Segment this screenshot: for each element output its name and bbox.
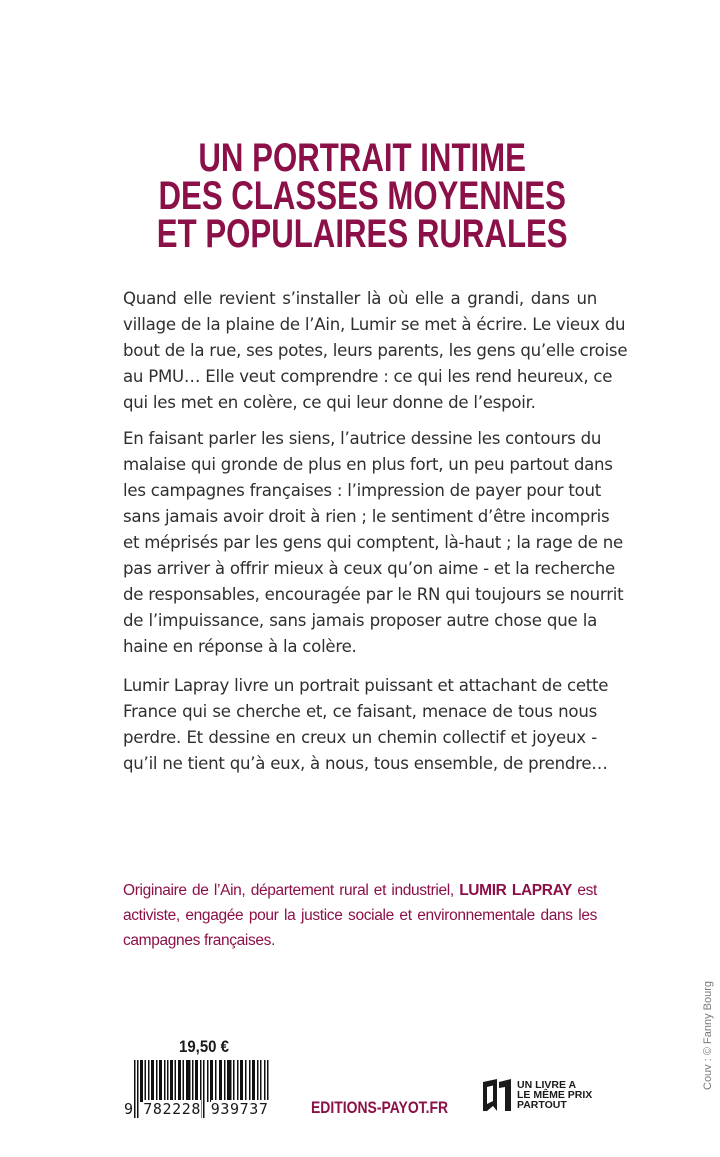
blurb-paragraph-1 bbox=[123, 286, 628, 416]
isbn-group-2: 939737 bbox=[210, 1100, 269, 1118]
text-line: Quand elle revient s’installer là où elle a grandi, dans un bbox=[123, 289, 597, 308]
text-line: perdre. Et dessine en creux un chemin collectif et joyeux - bbox=[123, 728, 597, 747]
text-line: qui les met en colère, ce qui leur donne de l’espoir. bbox=[123, 393, 536, 412]
author-bio bbox=[123, 878, 597, 953]
book-price-logo-icon bbox=[482, 1078, 512, 1112]
photo-credit: Couv : © Fanny Bourg bbox=[702, 981, 714, 1090]
text-line: de responsables, encouragée par le RN qui toujours se nourrit bbox=[123, 585, 624, 604]
bio-line-3: campagnes françaises. bbox=[123, 932, 276, 949]
text-line: les campagnes françaises : l’impression de payer pour tout bbox=[123, 481, 601, 500]
bio-line-1 bbox=[123, 878, 597, 903]
text-line: pas arriver à offrir mieux à ceux qu’on aime - et la recherche bbox=[123, 559, 615, 578]
publisher-website: EDITIONS-PAYOT.FR bbox=[311, 1098, 449, 1117]
text-line: En faisant parler les siens, l’autrice dessine les contours du bbox=[123, 429, 602, 448]
prix-unique-badge bbox=[482, 1078, 592, 1112]
prix-unique-line-2: LE MÊME PRIX bbox=[517, 1089, 593, 1101]
text-line: haine en réponse à la colère. bbox=[123, 637, 357, 656]
isbn-first-digit: 9 bbox=[124, 1100, 134, 1118]
text-line: sans jamais avoir droit à rien ; le sentiment d’être incompris bbox=[123, 507, 610, 526]
bio-text: Originaire de l’Ain, département rural et industriel, bbox=[123, 882, 460, 899]
bio-text: est bbox=[572, 882, 598, 899]
text-line: France qui se cherche et, ce faisant, menace de tous nous bbox=[123, 702, 597, 721]
blurb-paragraph-2 bbox=[123, 426, 624, 660]
text-line: Lumir Lapray livre un portrait puissant et attachant de cette bbox=[123, 676, 609, 695]
heading-line-3: ET POPULAIRES RURALES bbox=[156, 212, 568, 256]
text-line: de l’impuissance, sans jamais proposer autre chose que la bbox=[123, 611, 597, 630]
text-line: bout de la rue, ses potes, leurs parents, les gens qu’elle croise bbox=[123, 341, 628, 360]
heading-line-2: DES CLASSES MOYENNES bbox=[158, 174, 566, 218]
bio-line-2: activiste, engagée pour la justice sociale et environnementale dans les bbox=[123, 907, 597, 924]
text-line: au PMU… Elle veut comprendre : ce qui les rend heureux, ce bbox=[123, 367, 613, 386]
price-label: 19,50 € bbox=[179, 1037, 229, 1056]
author-name: LUMIR LAPRAY bbox=[459, 882, 573, 899]
blurb-paragraph-3 bbox=[123, 673, 609, 777]
text-line: village de la plaine de l’Ain, Lumir se met à écrire. Le vieux du bbox=[123, 315, 626, 334]
prix-unique-line-1: UN LIVRE A bbox=[517, 1079, 577, 1091]
text-line: qu’il ne tient qu’à eux, à nous, tous ensemble, de prendre… bbox=[123, 754, 608, 773]
prix-unique-text bbox=[517, 1080, 592, 1110]
heading-line-1: UN PORTRAIT INTIME bbox=[198, 136, 526, 180]
back-cover-heading bbox=[81, 136, 643, 256]
text-line: et méprisés par les gens qui comptent, là-haut ; la rage de ne bbox=[123, 533, 623, 552]
isbn-number bbox=[124, 1100, 276, 1118]
text-line: malaise qui gronde de plus en plus fort, un peu partout dans bbox=[123, 455, 613, 474]
isbn-group-1: 782228 bbox=[143, 1100, 202, 1118]
prix-unique-line-3: PARTOUT bbox=[517, 1099, 567, 1111]
